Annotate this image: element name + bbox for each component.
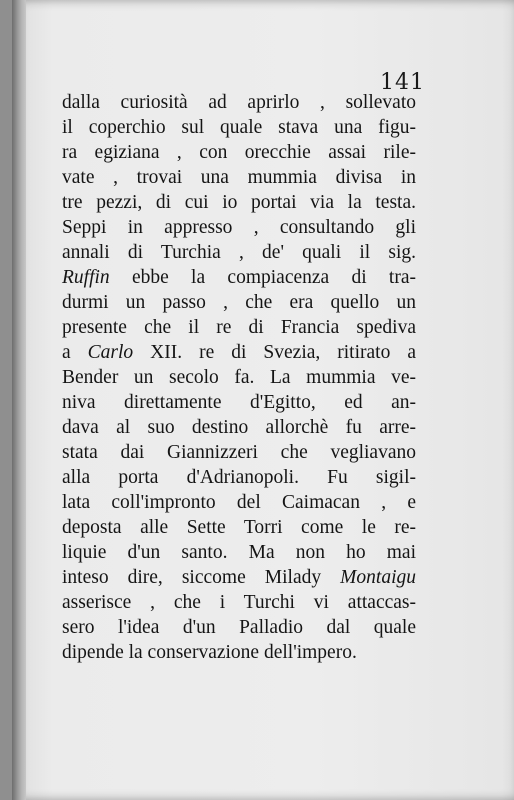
text-line: ra egiziana , con orecchie assai rile- <box>62 142 416 163</box>
text-line: niva direttamente d'Egitto, ed an- <box>62 392 416 413</box>
text-line: tre pezzi, di cui io portai via la testa. <box>62 192 416 213</box>
text-line <box>62 565 416 590</box>
text-line: presente che il re di Francia spediva <box>62 317 416 338</box>
text-fragment: ebbe la compiacenza di tra- <box>109 267 416 288</box>
page-spine-shadow <box>12 0 26 800</box>
text-line: lata coll'impronto del Caimacan , e <box>62 492 416 513</box>
book-page <box>12 0 514 800</box>
italic-name: Ruffin <box>62 267 110 288</box>
text-line: stata dai Giannizzeri che vegliavano <box>62 442 416 463</box>
text-line: Bender un secolo fa. La mummia ve- <box>62 367 416 388</box>
text-line: alla porta d'Adrianopoli. Fu sigil- <box>62 467 416 488</box>
body-text <box>62 90 416 665</box>
text-line <box>62 340 416 365</box>
text-fragment: inteso dire, siccome Milady <box>62 567 341 588</box>
text-line <box>62 265 416 290</box>
italic-name: Montaigu <box>340 567 416 588</box>
text-line: annali di Turchia , de' quali il sig. <box>62 242 416 263</box>
italic-name: Carlo <box>87 342 134 363</box>
text-line: deposta alle Sette Torri come le re- <box>62 517 416 538</box>
text-line: vate , trovai una mummia divisa in <box>62 167 416 188</box>
text-line: dava al suo destino allorchè fu arre- <box>62 417 416 438</box>
text-fragment: XII. re di Svezia, ritirato a <box>133 342 416 363</box>
text-fragment: a <box>62 342 88 363</box>
text-line: dalla curiosità ad aprirlo , sollevato <box>62 92 416 113</box>
text-line: il coperchio sul quale stava una figu- <box>62 117 416 138</box>
text-line: sero l'idea d'un Palladio dal quale <box>62 617 416 638</box>
text-line: asserisce , che i Turchi vi attaccas- <box>62 592 416 613</box>
page-number: 141 <box>380 70 425 95</box>
text-line: liquie d'un santo. Ma non ho mai <box>62 542 416 563</box>
text-line: durmi un passo , che era quello un <box>62 292 416 313</box>
text-line: dipende la conservazione dell'impero. <box>62 642 357 663</box>
text-line: Seppi in appresso , consultando gli <box>62 217 416 238</box>
